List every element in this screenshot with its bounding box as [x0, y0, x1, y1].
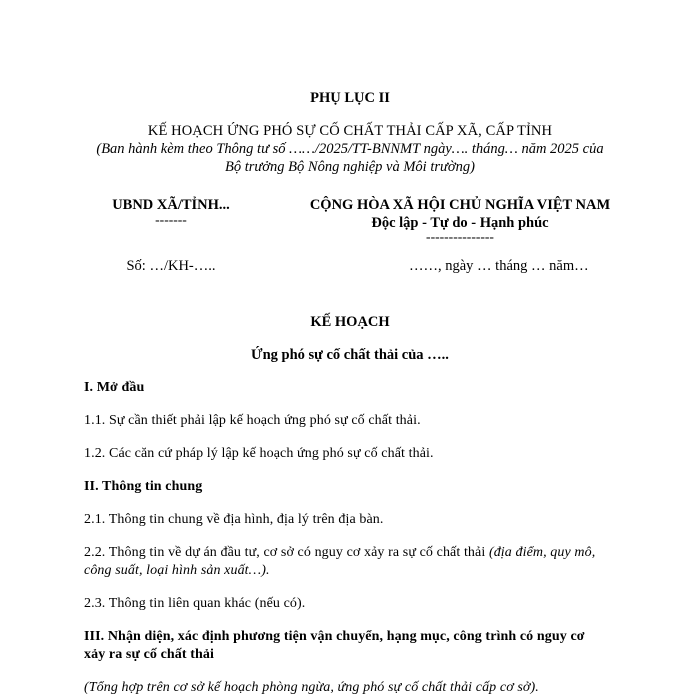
- section-3-heading-line2: xảy ra sự cố chất thải: [84, 647, 214, 662]
- nation-heading: CỘNG HÒA XÃ HỘI CHỦ NGHĨA VIỆT NAM: [309, 197, 611, 213]
- section-2-3: 2.3. Thông tin liên quan khác (nếu có).: [84, 596, 306, 611]
- section-2-heading: II. Thông tin chung: [84, 479, 203, 494]
- section-1-1: 1.1. Sự cần thiết phải lập kế hoạch ứng phó sự cố chất thải.: [84, 413, 421, 428]
- section-2-2-line1: [84, 545, 595, 561]
- section-2-2-text: 2.2. Thông tin về dự án đầu tư, cơ sở có nguy cơ xảy ra sự cố chất thải: [84, 545, 489, 560]
- agency-name: UBND XÃ/TỈNH...: [112, 197, 230, 213]
- issued-note-line2: Bộ trưởng Bộ Nông nghiệp và Môi trường): [225, 159, 475, 175]
- motto-underline: ---------------: [426, 229, 494, 244]
- document-title: KẾ HOẠCH: [310, 314, 390, 330]
- document-date: ……, ngày … tháng … năm…: [409, 258, 589, 274]
- document-number: Số: …/KH-…..: [126, 258, 216, 274]
- section-2-1: 2.1. Thông tin chung về địa hình, địa lý trên địa bàn.: [84, 512, 384, 527]
- document-subtitle: Ứng phó sự cố chất thải của …..: [251, 347, 449, 363]
- section-1-2: 1.2. Các căn cứ pháp lý lập kế hoạch ứng phó sự cố chất thải.: [84, 446, 434, 461]
- appendix-label: PHỤ LỤC II: [310, 90, 390, 106]
- section-1-heading: I. Mở đầu: [84, 380, 145, 395]
- agency-underline: -------: [155, 212, 187, 227]
- plan-title: KẾ HOẠCH ỨNG PHÓ SỰ CỐ CHẤT THẢI CẤP XÃ, CẤP TỈNH: [147, 123, 553, 139]
- section-2-2-line2: công suất, loại hình sản xuất…).: [84, 563, 270, 578]
- section-3-heading-line1: III. Nhận diện, xác định phương tiện vận chuyển, hạng mục, công trình có nguy cơ: [84, 629, 585, 644]
- section-3-note: (Tổng hợp trên cơ sở kế hoạch phòng ngừa, ứng phó sự cố chất thải cấp cơ sở).: [84, 680, 539, 695]
- section-2-2-italic-a: (địa điểm, quy mô,: [488, 545, 596, 560]
- issued-note-line1: (Ban hành kèm theo Thông tư số ……/2025/TT-BNNMT ngày…. tháng… năm 2025 của: [96, 141, 604, 157]
- nation-motto: Độc lập - Tự do - Hạnh phúc: [371, 215, 549, 231]
